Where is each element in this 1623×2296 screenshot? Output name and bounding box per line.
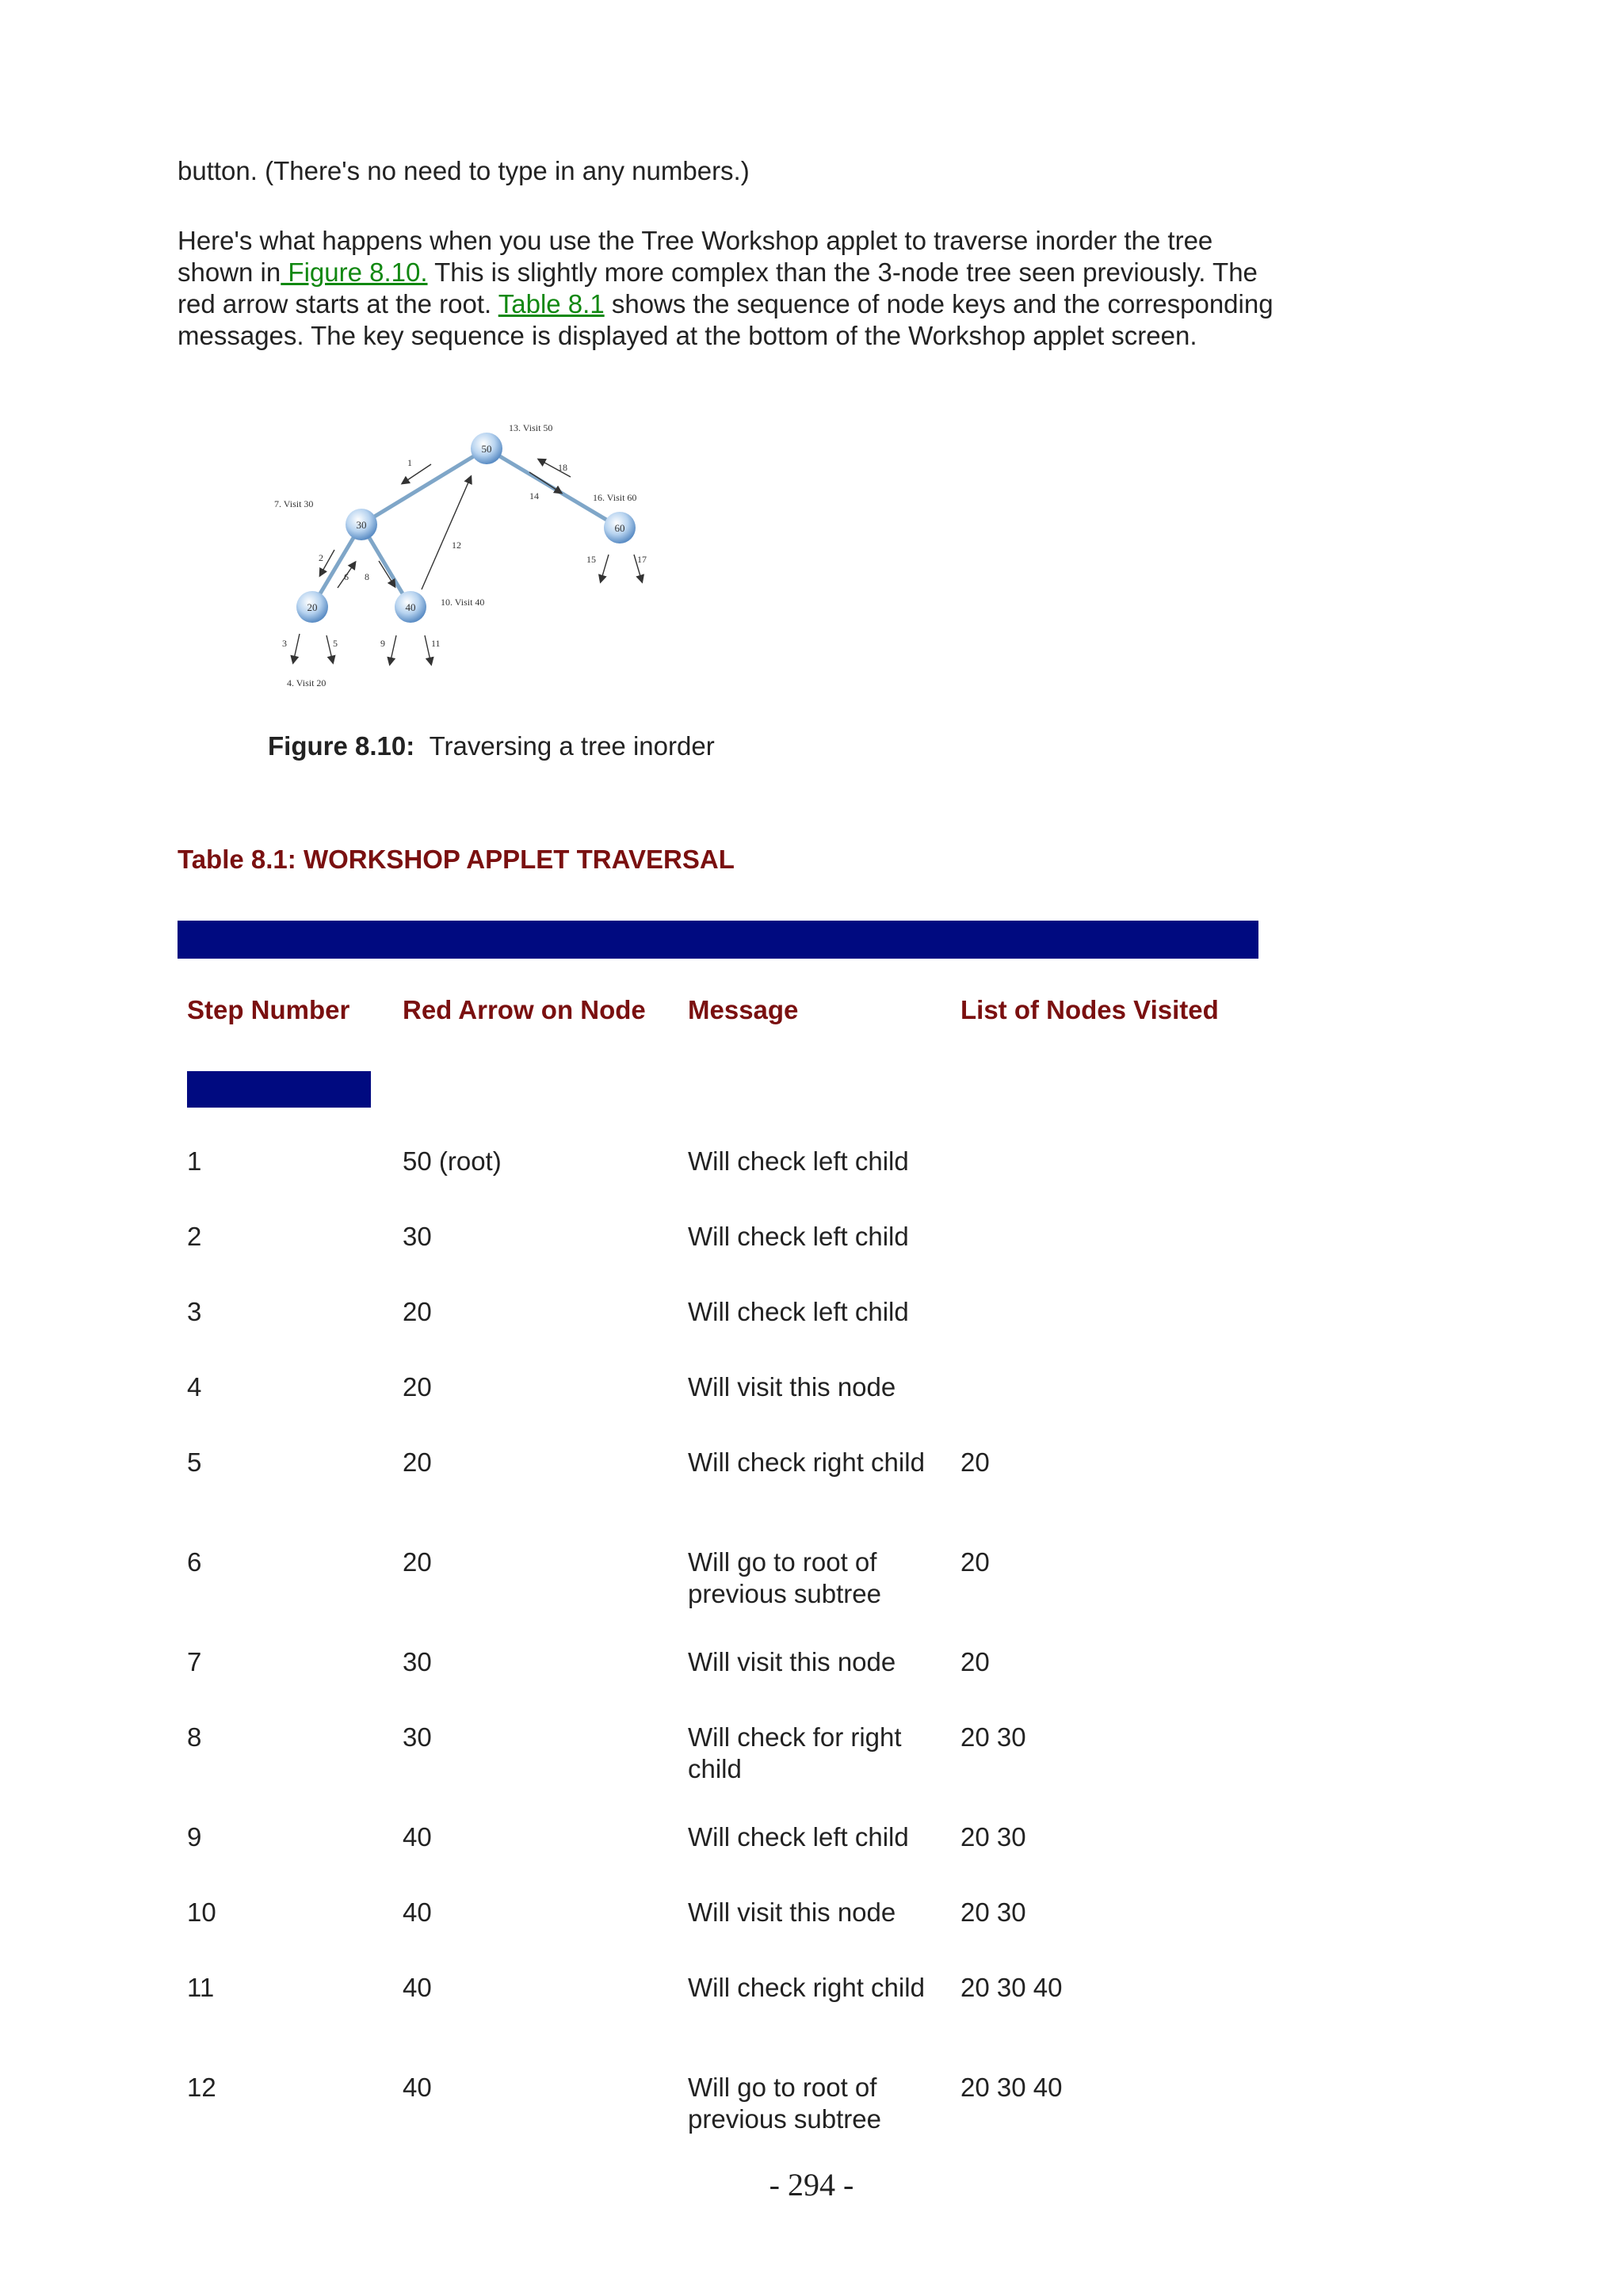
para-text-3: shows the sequence of node keys and the corresponding messages. The key sequence is displayed at the bottom of the Workshop applet screen. xyxy=(178,289,1274,350)
edge-50-30 xyxy=(361,448,487,524)
cell-message: Will visit this node xyxy=(688,1647,896,1676)
cell-visited: 20 30 xyxy=(960,1822,1026,1852)
col-header-node: Red Arrow on Node xyxy=(403,995,646,1024)
step-label-14: 14 xyxy=(529,490,539,502)
cell-step: 10 xyxy=(187,1897,216,1927)
cell-message: Will check left child xyxy=(688,1146,909,1176)
table-header-bar xyxy=(178,921,1258,959)
step-label-17: 17 xyxy=(637,554,647,565)
cell-visited: 20 30 40 xyxy=(960,1973,1063,2002)
step-label-6: 6 xyxy=(344,571,349,582)
node-60 xyxy=(604,512,636,543)
cell-node: 20 xyxy=(403,1372,432,1402)
step-label-5: 5 xyxy=(333,638,338,649)
cell-message: Will check right child xyxy=(688,1973,925,2002)
cell-node: 20 xyxy=(403,1297,432,1326)
step-label-3: 3 xyxy=(282,638,287,649)
cell-step: 5 xyxy=(187,1447,202,1477)
cell-node: 20 xyxy=(403,1447,432,1477)
cell-visited: 20 xyxy=(960,1447,990,1477)
step-label-11: 11 xyxy=(431,638,441,649)
svg-text:30: 30 xyxy=(356,519,367,531)
arrow-5 xyxy=(327,635,333,662)
svg-text:40: 40 xyxy=(405,601,416,613)
cell-step: 1 xyxy=(187,1146,202,1176)
annotation-visit-40: 10. Visit 40 xyxy=(441,597,485,608)
cell-node: 40 xyxy=(403,1822,432,1852)
svg-text:50: 50 xyxy=(481,443,492,455)
step-label-1: 1 xyxy=(407,457,412,468)
annotation-visit-50: 13. Visit 50 xyxy=(509,422,553,433)
cell-message: Will check left child xyxy=(688,1222,909,1251)
node-40 xyxy=(395,591,426,623)
figure-caption-text: Traversing a tree inorder xyxy=(429,731,715,761)
cell-step: 9 xyxy=(187,1822,202,1852)
cell-step: 12 xyxy=(187,2073,216,2102)
cell-node: 30 xyxy=(403,1722,432,1752)
tree-figure xyxy=(262,412,674,697)
step-label-15: 15 xyxy=(586,554,596,565)
cell-node: 50 (root) xyxy=(403,1146,502,1176)
cell-step: 2 xyxy=(187,1222,202,1251)
cell-message: Will visit this node xyxy=(688,1897,896,1927)
cell-node: 40 xyxy=(403,1897,432,1927)
cell-message: Will go to root of previous subtree xyxy=(688,2073,881,2134)
cell-visited: 20 xyxy=(960,1647,990,1676)
cell-message: Will visit this node xyxy=(688,1372,896,1402)
cell-message: Will check left child xyxy=(688,1822,909,1852)
annotation-visit-20: 4. Visit 20 xyxy=(287,677,327,688)
cell-step: 6 xyxy=(187,1547,202,1577)
page-number: - 294 - xyxy=(769,2167,854,2203)
cell-step: 4 xyxy=(187,1372,202,1402)
cell-node: 40 xyxy=(403,2073,432,2102)
svg-text:60: 60 xyxy=(614,522,625,534)
intro-paragraph xyxy=(178,225,1279,352)
intro-line: button. (There's no need to type in any numbers.) xyxy=(178,156,750,185)
annotation-visit-30: 7. Visit 30 xyxy=(274,498,314,509)
cell-visited: 20 30 xyxy=(960,1897,1026,1927)
cell-step: 8 xyxy=(187,1722,202,1752)
cell-message: Will go to root of previous subtree xyxy=(688,1547,881,1608)
cell-step: 7 xyxy=(187,1647,202,1676)
cell-node: 40 xyxy=(403,1973,432,2002)
table-8-1-link[interactable]: Table 8.1 xyxy=(498,289,605,318)
step-label-9: 9 xyxy=(380,638,385,649)
col-header-step: Step Number xyxy=(187,995,350,1024)
cell-visited: 20 xyxy=(960,1547,990,1577)
arrow-11 xyxy=(425,635,431,664)
cell-step: 11 xyxy=(187,1973,215,2002)
node-30 xyxy=(346,509,377,540)
node-50 xyxy=(471,433,502,464)
step-label-8: 8 xyxy=(365,571,369,582)
arrow-9 xyxy=(390,635,396,664)
cell-node: 20 xyxy=(403,1547,432,1577)
cell-message: Will check right child xyxy=(688,1447,925,1477)
tree-diagram xyxy=(262,412,674,697)
cell-visited: 20 30 xyxy=(960,1722,1026,1752)
node-20 xyxy=(296,591,328,623)
arrow-3 xyxy=(293,634,300,662)
cell-visited: 20 30 40 xyxy=(960,2073,1063,2102)
figure-caption-label: Figure 8.10: xyxy=(268,731,415,761)
figure-caption xyxy=(268,730,715,762)
cell-message: Will check for right child xyxy=(688,1722,902,1783)
step-label-18: 18 xyxy=(558,462,567,473)
col-header-visited: List of Nodes Visited xyxy=(960,995,1219,1024)
annotation-visit-60: 16. Visit 60 xyxy=(593,492,637,503)
cell-node: 30 xyxy=(403,1222,432,1251)
table-title: Table 8.1: WORKSHOP APPLET TRAVERSAL xyxy=(178,845,735,874)
cell-node: 30 xyxy=(403,1647,432,1676)
step-label-2: 2 xyxy=(319,552,323,563)
cell-step: 3 xyxy=(187,1297,202,1326)
para-text-1: Here's what happens when you use the Tree Workshop applet to traverse inorder the tree shown in xyxy=(178,226,1213,287)
arrow-12 xyxy=(422,477,471,589)
step-label-12: 12 xyxy=(452,540,461,551)
svg-text:20: 20 xyxy=(307,601,318,613)
table-subheader-bar xyxy=(187,1071,371,1108)
col-header-message: Message xyxy=(688,995,799,1024)
figure-8-10-link[interactable]: Figure 8.10. xyxy=(281,257,428,287)
arrow-15 xyxy=(601,555,609,582)
para-text-2: This is slightly more complex than the 3-node tree seen previously. The red arrow starts at the root. xyxy=(178,257,1258,318)
cell-message: Will check left child xyxy=(688,1297,909,1326)
